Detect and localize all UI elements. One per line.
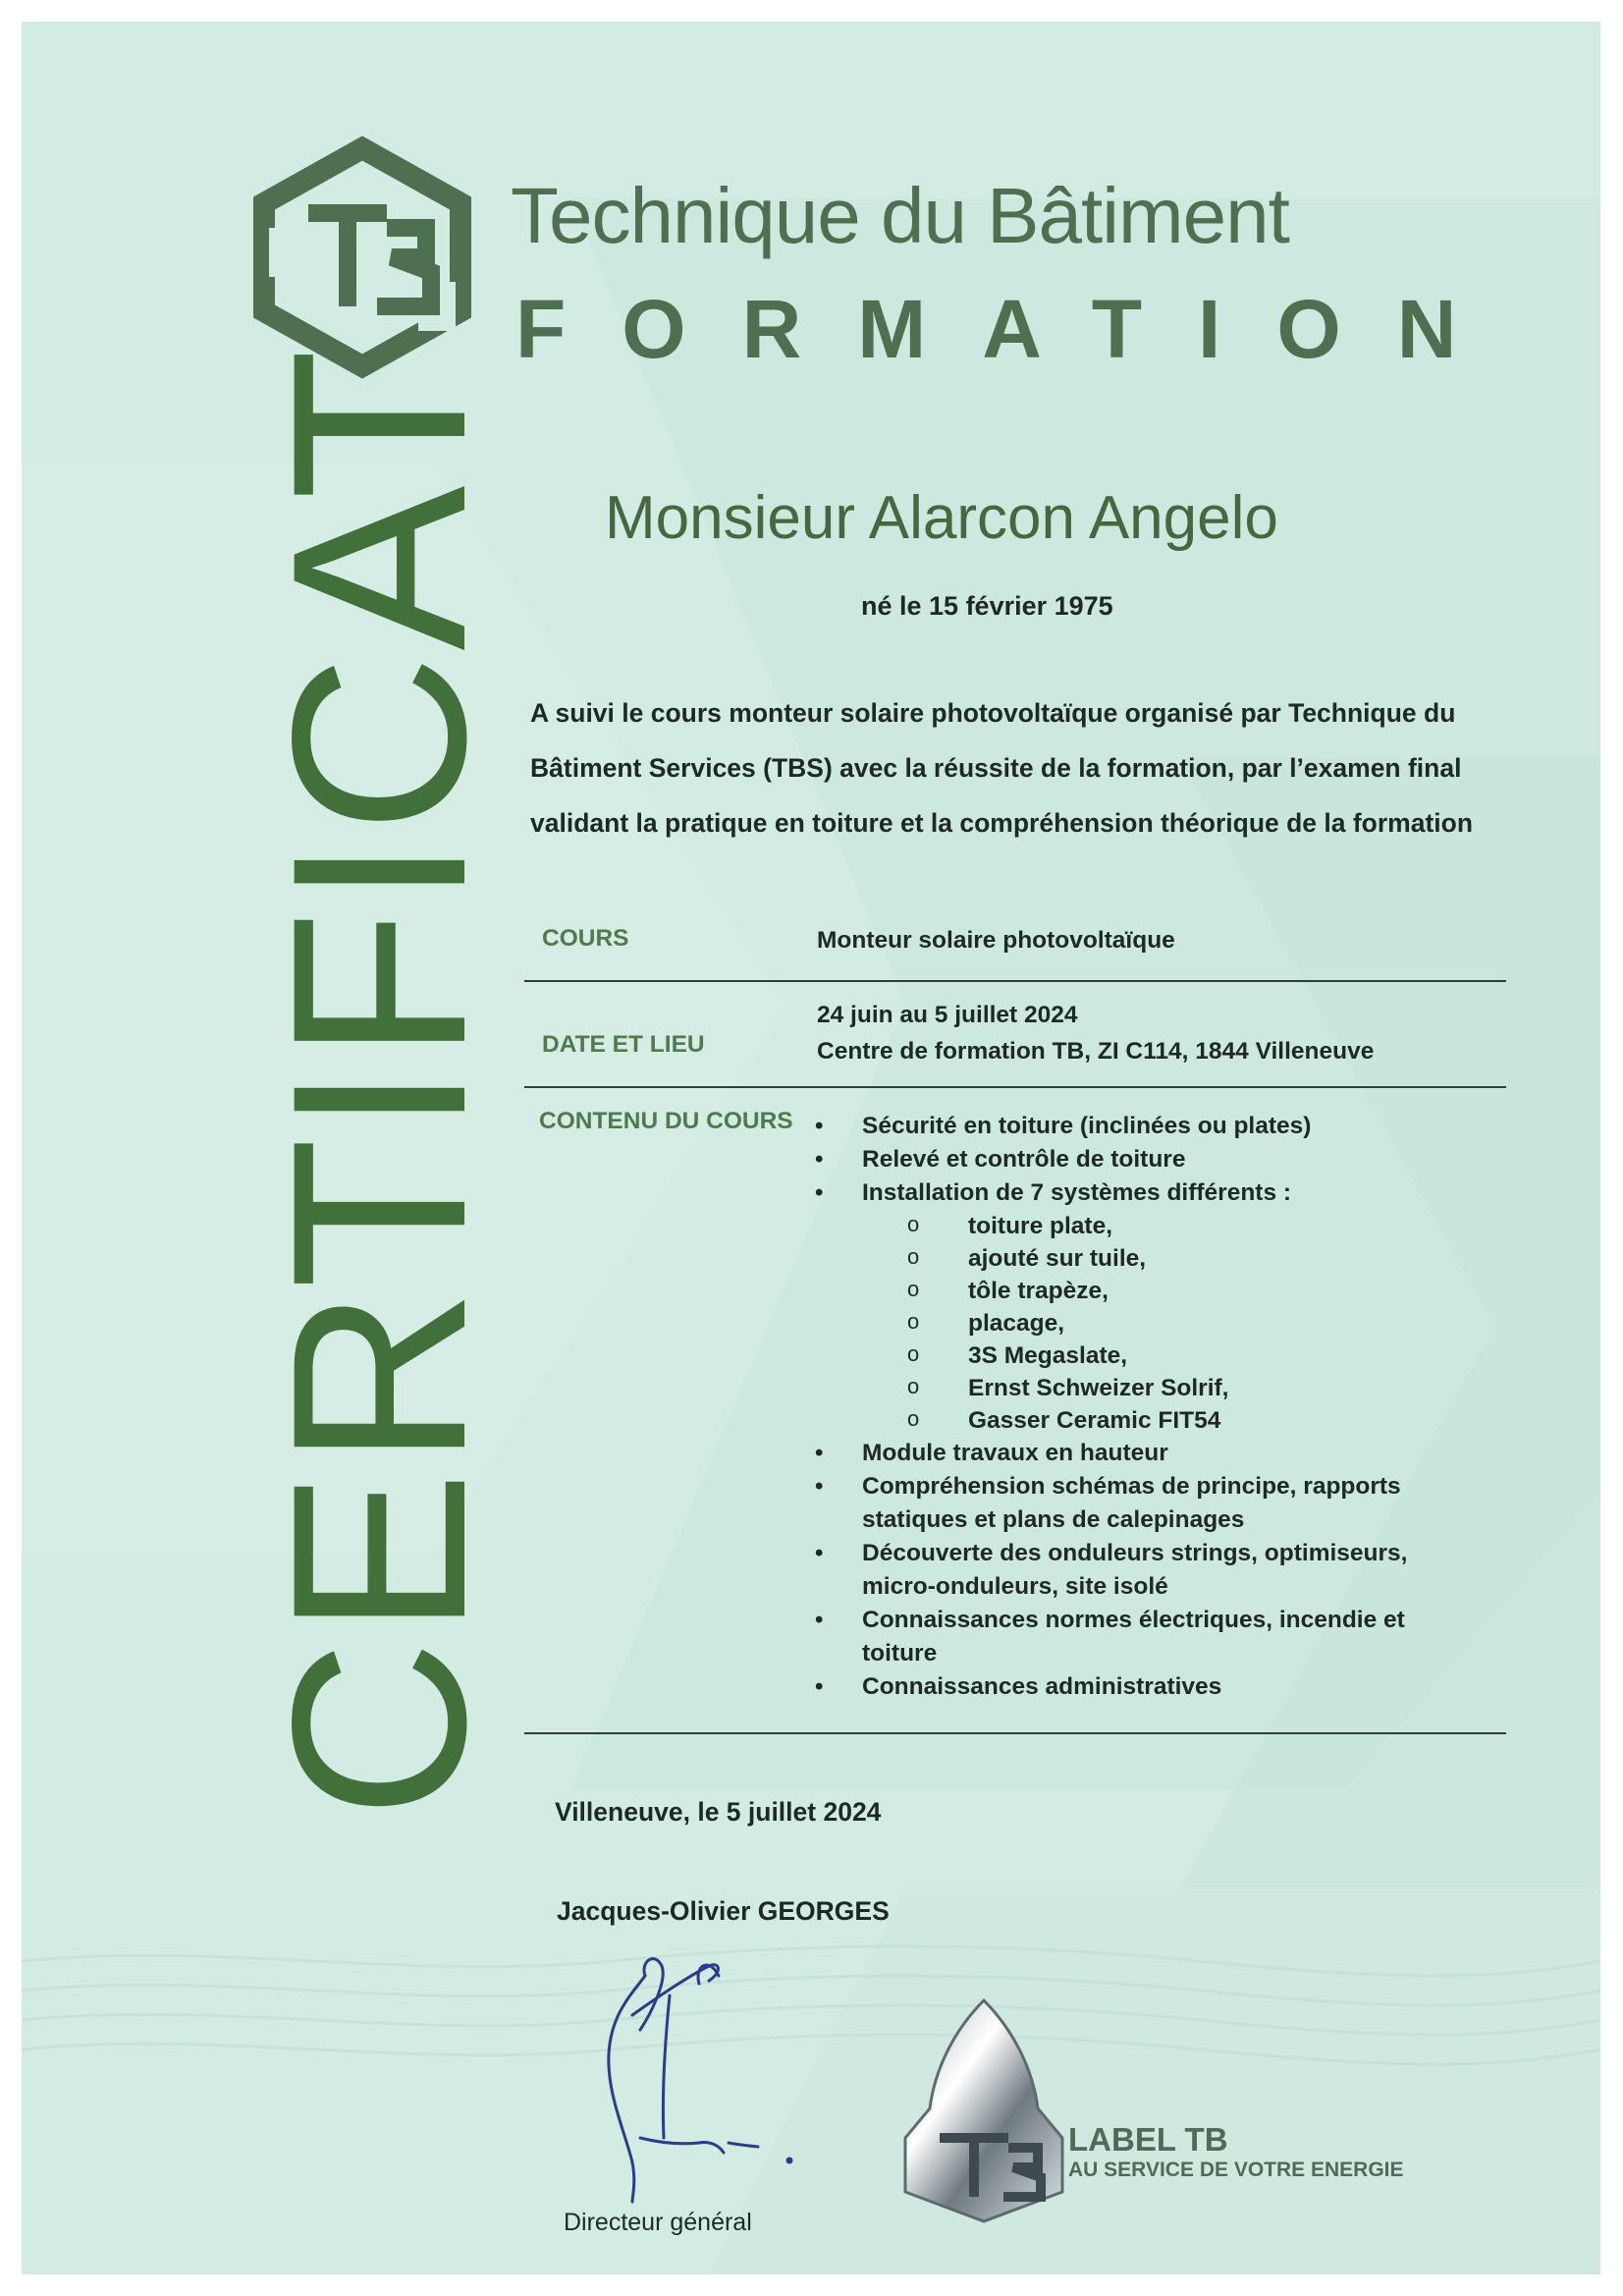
brand-subtitle: FORMATION (515, 283, 1513, 375)
course-row (524, 905, 1506, 982)
content-item-continuation: micro-onduleurs, site isolé (862, 1573, 1168, 1600)
content-item (819, 1176, 1407, 1210)
content-item-text: • Connaissances normes électriques, incendie et (862, 1607, 1405, 1633)
brand-name: Technique du Bâtiment (511, 172, 1289, 259)
content-item-text: o tôle trapèze, (968, 1278, 1109, 1304)
content-item-text: o Ernst Schweizer Solrif, (968, 1375, 1229, 1401)
content-subitem (819, 1307, 1407, 1339)
intro-line: validant la pratique en toiture et la compréhension théorique de la formation (530, 808, 1474, 838)
label-tb-hologram-icon (886, 1991, 1082, 2226)
content-item-text: o placage, (968, 1310, 1065, 1337)
content-list (819, 1110, 1407, 1704)
content-item-text: • Découverte des onduleurs strings, optimiseurs, (862, 1540, 1408, 1566)
certificate-title: CERTIFICAT (242, 345, 517, 1819)
content-label: CONTENU DU COURS (539, 1108, 793, 1134)
content-subitem (819, 1339, 1407, 1372)
intro-line: A suivi le cours monteur solaire photovoltaïque organisé par Technique du (530, 698, 1456, 728)
recipient-name: Monsieur Alarcon Angelo (605, 484, 1278, 552)
handwritten-signature (571, 1937, 827, 2212)
content-row (524, 1088, 1506, 1734)
content-item-continuation: statiques et plans de calepinages (862, 1506, 1245, 1533)
content-item (819, 1110, 1407, 1143)
place-date: Villeneuve, le 5 juillet 2024 (555, 1797, 882, 1827)
content-subitem (819, 1210, 1407, 1242)
content-item (819, 1537, 1407, 1604)
course-label: COURS (542, 925, 629, 952)
tb-hexagon-logo-icon (240, 135, 485, 380)
content-subitem (819, 1404, 1407, 1437)
content-item-text: • Sécurité en toiture (inclinées ou plates) (862, 1113, 1312, 1139)
label-title: LABEL TB (1068, 2121, 1228, 2158)
date-place-row (524, 982, 1506, 1088)
content-item-text: • Installation de 7 systèmes différents : (862, 1179, 1292, 1206)
birth-date: né le 15 février 1975 (861, 591, 1113, 621)
content-item-text: • Module travaux en hauteur (862, 1440, 1168, 1466)
intro-line: Bâtiment Services (TBS) avec la réussite de la formation, par l’examen final (530, 753, 1462, 783)
content-item-text: o ajouté sur tuile, (968, 1245, 1147, 1272)
place-value: Centre de formation TB, ZI C114, 1844 Villeneuve (817, 1038, 1375, 1065)
content-item (819, 1437, 1407, 1470)
content-subitem (819, 1275, 1407, 1307)
content-item (819, 1604, 1407, 1670)
content-item-text: o toiture plate, (968, 1213, 1113, 1239)
details-table (524, 905, 1506, 1734)
content-item-text: o Gasser Ceramic FIT54 (968, 1407, 1221, 1434)
date-label: DATE ET LIEU (542, 1031, 705, 1058)
content-item-text: • Relevé et contrôle de toiture (862, 1146, 1186, 1173)
content-subitem (819, 1372, 1407, 1404)
content-item-text: • Compréhension schémas de principe, rapports (862, 1473, 1401, 1500)
signer-name: Jacques-Olivier GEORGES (557, 1896, 890, 1926)
certificate-page (22, 22, 1600, 2274)
content-item (819, 1143, 1407, 1176)
content-item-continuation: toiture (862, 1640, 938, 1667)
content-item (819, 1470, 1407, 1537)
content-item-text: • Connaissances administratives (862, 1673, 1222, 1700)
signer-title: Directeur général (564, 2209, 752, 2236)
content-subitem (819, 1242, 1407, 1275)
date-value: 24 juin au 5 juillet 2024 (817, 1002, 1078, 1028)
content-item-text: o 3S Megaslate, (968, 1342, 1128, 1369)
content-item (819, 1670, 1407, 1704)
course-value: Monteur solaire photovoltaïque (817, 927, 1175, 954)
label-subtitle: AU SERVICE DE VOTRE ENERGIE (1068, 2159, 1404, 2181)
intro-text (530, 685, 1473, 850)
